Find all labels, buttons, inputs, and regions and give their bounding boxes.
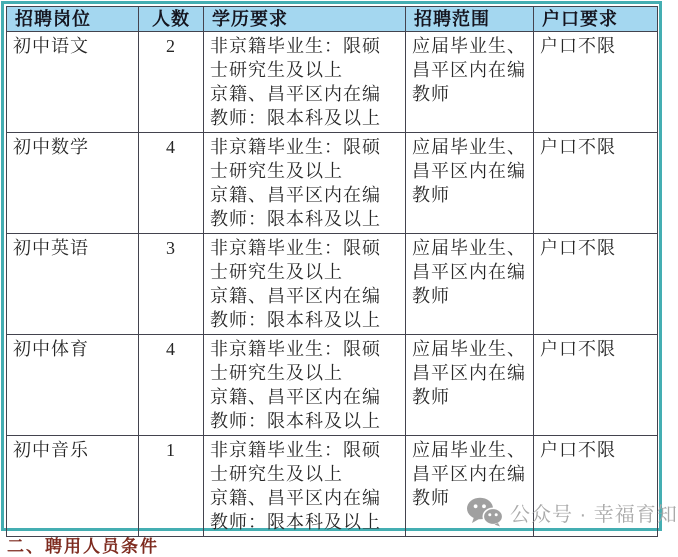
cell-count: 4 <box>139 133 204 234</box>
education-line-nonlocal: 非京籍毕业生：限硕士研究生及以上 <box>210 339 381 383</box>
education-line-local: 京籍、昌平区内在编教师：限本科及以上 <box>210 286 381 330</box>
watermark-text: 公众号 · 幸福育知 <box>510 503 678 526</box>
cell-count: 2 <box>139 32 204 133</box>
cell-education <box>204 133 406 234</box>
education-line-nonlocal: 非京籍毕业生：限硕士研究生及以上 <box>210 36 381 80</box>
education-line-local: 京籍、昌平区内在编教师：限本科及以上 <box>210 84 381 128</box>
cell-education <box>204 335 406 436</box>
education-line-local: 京籍、昌平区内在编教师：限本科及以上 <box>210 387 381 431</box>
cell-education <box>204 234 406 335</box>
education-line-local: 京籍、昌平区内在编教师：限本科及以上 <box>210 185 381 229</box>
cell-hukou: 户口不限 <box>534 436 658 537</box>
cell-position: 初中数学 <box>7 133 139 234</box>
education-line-nonlocal: 非京籍毕业生：限硕士研究生及以上 <box>210 238 381 282</box>
cell-position: 初中体育 <box>7 335 139 436</box>
header-cell-scope: 招聘范围 <box>406 7 534 32</box>
cell-hukou: 户口不限 <box>534 335 658 436</box>
cell-scope: 应届毕业生、昌平区内在编教师 <box>406 32 534 133</box>
clipped-section-heading: 二、聘用人员条件 <box>7 537 159 556</box>
table-header-row <box>7 7 658 32</box>
education-line-nonlocal: 非京籍毕业生：限硕士研究生及以上 <box>210 440 381 484</box>
cell-hukou: 户口不限 <box>534 32 658 133</box>
cell-position: 初中音乐 <box>7 436 139 537</box>
recruitment-table <box>6 6 658 537</box>
cell-scope: 应届毕业生、昌平区内在编教师 <box>406 436 534 537</box>
header-cell-count: 人数 <box>139 7 204 32</box>
cell-hukou: 户口不限 <box>534 133 658 234</box>
header-cell-education: 学历要求 <box>204 7 406 32</box>
cell-education <box>204 32 406 133</box>
table-row <box>7 133 658 234</box>
cell-education <box>204 436 406 537</box>
wechat-icon <box>466 497 503 527</box>
cell-count: 4 <box>139 335 204 436</box>
cell-count: 1 <box>139 436 204 537</box>
cell-position: 初中语文 <box>7 32 139 133</box>
table-row <box>7 234 658 335</box>
header-cell-hukou: 户口要求 <box>534 7 658 32</box>
education-line-local: 京籍、昌平区内在编教师：限本科及以上 <box>210 488 381 532</box>
cell-scope: 应届毕业生、昌平区内在编教师 <box>406 335 534 436</box>
table-row <box>7 32 658 133</box>
education-line-nonlocal: 非京籍毕业生：限硕士研究生及以上 <box>210 137 381 181</box>
cell-hukou: 户口不限 <box>534 234 658 335</box>
cell-count: 3 <box>139 234 204 335</box>
watermark <box>466 497 678 527</box>
header-cell-position: 招聘岗位 <box>7 7 139 32</box>
table-row <box>7 335 658 436</box>
cell-scope: 应届毕业生、昌平区内在编教师 <box>406 234 534 335</box>
cell-position: 初中英语 <box>7 234 139 335</box>
cell-scope: 应届毕业生、昌平区内在编教师 <box>406 133 534 234</box>
recruitment-table-frame <box>1 1 662 531</box>
